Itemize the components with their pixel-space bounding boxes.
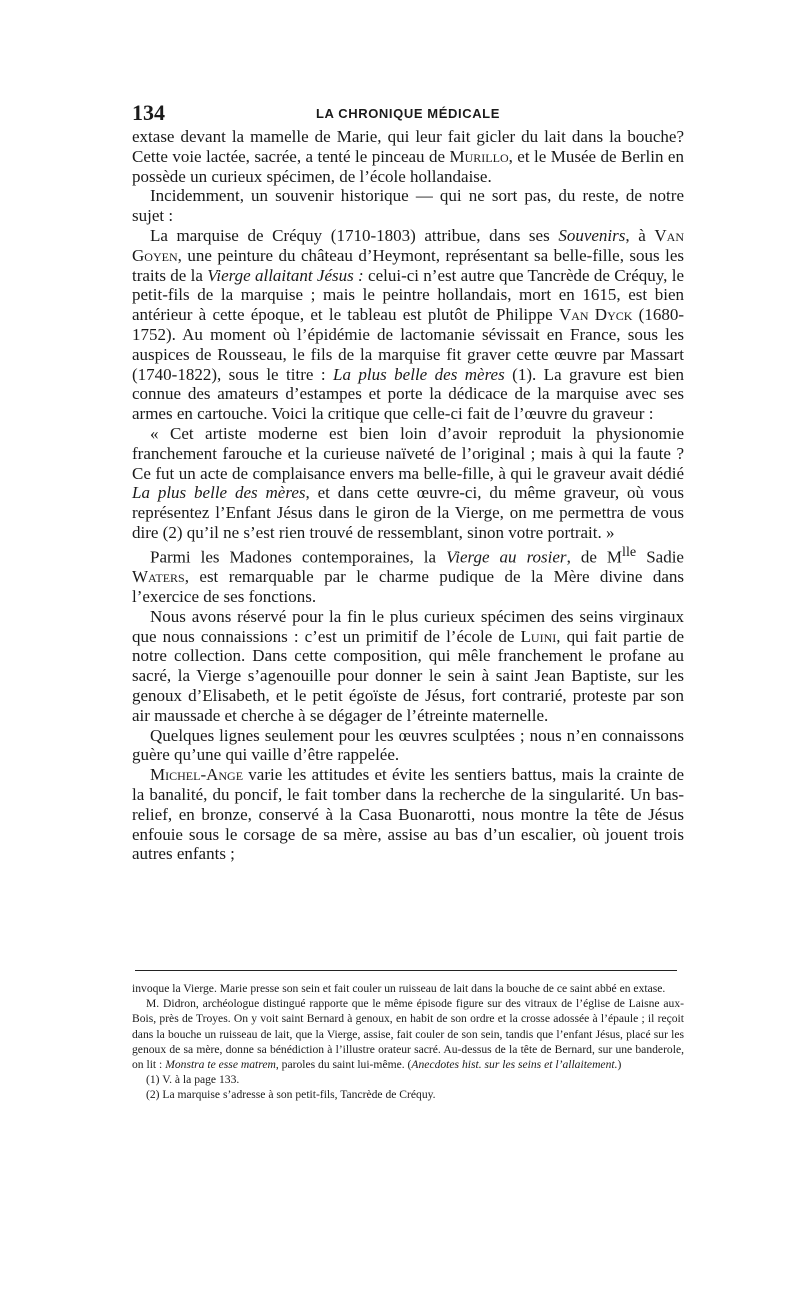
page-number: 134 (132, 100, 165, 125)
footnote: (2) La marquise s’adresse à son petit-fils, Tancrède de Créquy. (146, 1088, 436, 1102)
artwork-title: La plus belle des mères (132, 483, 306, 503)
source-title: Anecdotes hist. sur les seins et l’allaitement. (411, 1058, 618, 1072)
paragraph: Quelques lignes seulement pour les œuvres sculptées ; nous n’en connaissons guère qu’une qui vaille d’être rappelée. (132, 725, 684, 765)
running-head: LA CHRONIQUE MÉDICALE (315, 106, 500, 121)
page-header (132, 100, 684, 126)
footnote: invoque la Vierge. Marie presse son sein et fait couler un ruisseau de lait dans la bouche de ce saint abbé en extase. (132, 982, 666, 995)
artwork-title: La plus belle des mères (333, 364, 505, 384)
paragraph: Incidemment, un souvenir historique — qui ne sort pas, du reste, de notre sujet : (132, 186, 684, 226)
paragraph: Parmi les Madones contemporaines, la Vierge au rosier, de $M^{lle}$ Sadie Waters, est remarquable par le charme pudique de la Mère divine dans l’exercice de ses fonctions. (132, 543, 684, 606)
artist-name: Waters (132, 567, 185, 587)
artist-name: Van Dyck (558, 305, 633, 325)
paragraph: extase devant la mamelle de Marie, qui leur fait gicler du lait dans la bouche? Cette voie lactée, sacrée, a tenté le pinceau de Murillo, et le Musée de Berlin en possède un curieux spécimen, de l’école hollandaise. (132, 127, 684, 186)
artist-name: Van Goyen (132, 225, 685, 265)
artwork-title: Vierge au rosier (446, 547, 567, 567)
artist-name: Luini (520, 626, 557, 646)
paragraph: La marquise de Créquy (1710-1803) attribue, dans ses Souvenirs, à Van Goyen, une peinture du château d’Heymont, représentant sa belle-fille, sous les traits de la Vierge allaitant Jésus : celui-ci n’est autre que Tancrède de Créquy, le petit-fils de la marquise ; mais le peintre hollandais, mort en 1615, est bien antérieur à cette époque, et le tableau est plutôt de Philippe Van Dyck (1680-1752). Au moment où l’épidémie de lactomanie sévissait en France, sous les auspices de Rousseau, le fils de la marquise fit graver cette œuvre par Massart (1740-1822), sous le titre : La plus belle des mères (1). La gravure est bien connue des amateurs d’estampes et porte la dédicace de la marquise avec ses armes en cartouche. Voici la critique que celle-ci fait de l’œuvre du graveur : (132, 225, 685, 424)
footnote: (1) V. à la page 133. (146, 1073, 240, 1087)
footnote: M. Didron, archéologue distingué rapporte que le même épisode figure sur des vitraux de l’église de Laisne aux-Bois, près de Troyes. On y voit saint Bernard à genoux, en habit de son ordre et la crosse adossée à l’épaule ; il reçoit dans la bouche un ruisseau de lait, que la Vierge, assise, fait couler de son sein, tandis que l’enfant Jésus, placé sur les genoux de sa mère, donne sa bénédiction à l’illustre orateur sacré. Au-dessus de la tête de Bernard, sur une banderole, on lit : Monstra te esse matrem, paroles du saint lui-même. (Anecdotes hist. sur les seins et l’allaitement.) (132, 997, 684, 1072)
footnotes (132, 981, 684, 1103)
paragraph: Michel-Ange varie les attitudes et évite les sentiers battus, mais la crainte de la banalité, du poncif, le fait tomber dans la recherche de la singularité. Un bas-relief, en bronze, conservé à la Casa Buonarotti, nous montre la tête de Jésus enfouie sous le corsage de sa mère, assise au bas d’un escalier, où jouent trois autres enfants ; (132, 765, 684, 864)
quotation-paragraph: « Cet artiste moderne est bien loin d’avoir reproduit la physionomie franchement farouche et la curieuse naïveté de l’original ; mais à qui la faute ? Ce fut un acte de complaisance envers ma belle-fille, à qui le graveur avait dédié La plus belle des mères, et dans cette œuvre-ci, du même graveur, où vous représentez l’Enfant Jésus dans le giron de la Vierge, on me permettra de vous dire (2) qu’il ne s’est rien trouvé de ressemblant, sinon votre portrait. » (132, 423, 685, 542)
title-abbreviation: lle (622, 543, 637, 560)
paragraph: Nous avons réservé pour la fin le plus curieux spécimen des seins virginaux que nous connaissions : c’est un primitif de l’école de Luini, qui fait partie de notre collection. Dans cette composition, qui mêle franchement le profane au sacré, la Vierge s’agenouille pour donner le sein à saint Jean Baptiste, sur les genoux d’Elisabeth, et le petit égoïste de Jésus, fort contrarié, proteste par son air maussade et cherche à se dégager de l’étreinte maternelle. (132, 606, 684, 725)
book-title: Souvenirs (558, 225, 626, 245)
artist-name: Michel-Ange (150, 765, 244, 785)
latin-quote: Monstra te esse matrem (165, 1058, 276, 1072)
artist-name: Murillo (449, 146, 509, 166)
artwork-title: Vierge allaitant Jésus : (207, 265, 364, 285)
footnote-divider (135, 970, 677, 971)
body-text (132, 127, 684, 864)
